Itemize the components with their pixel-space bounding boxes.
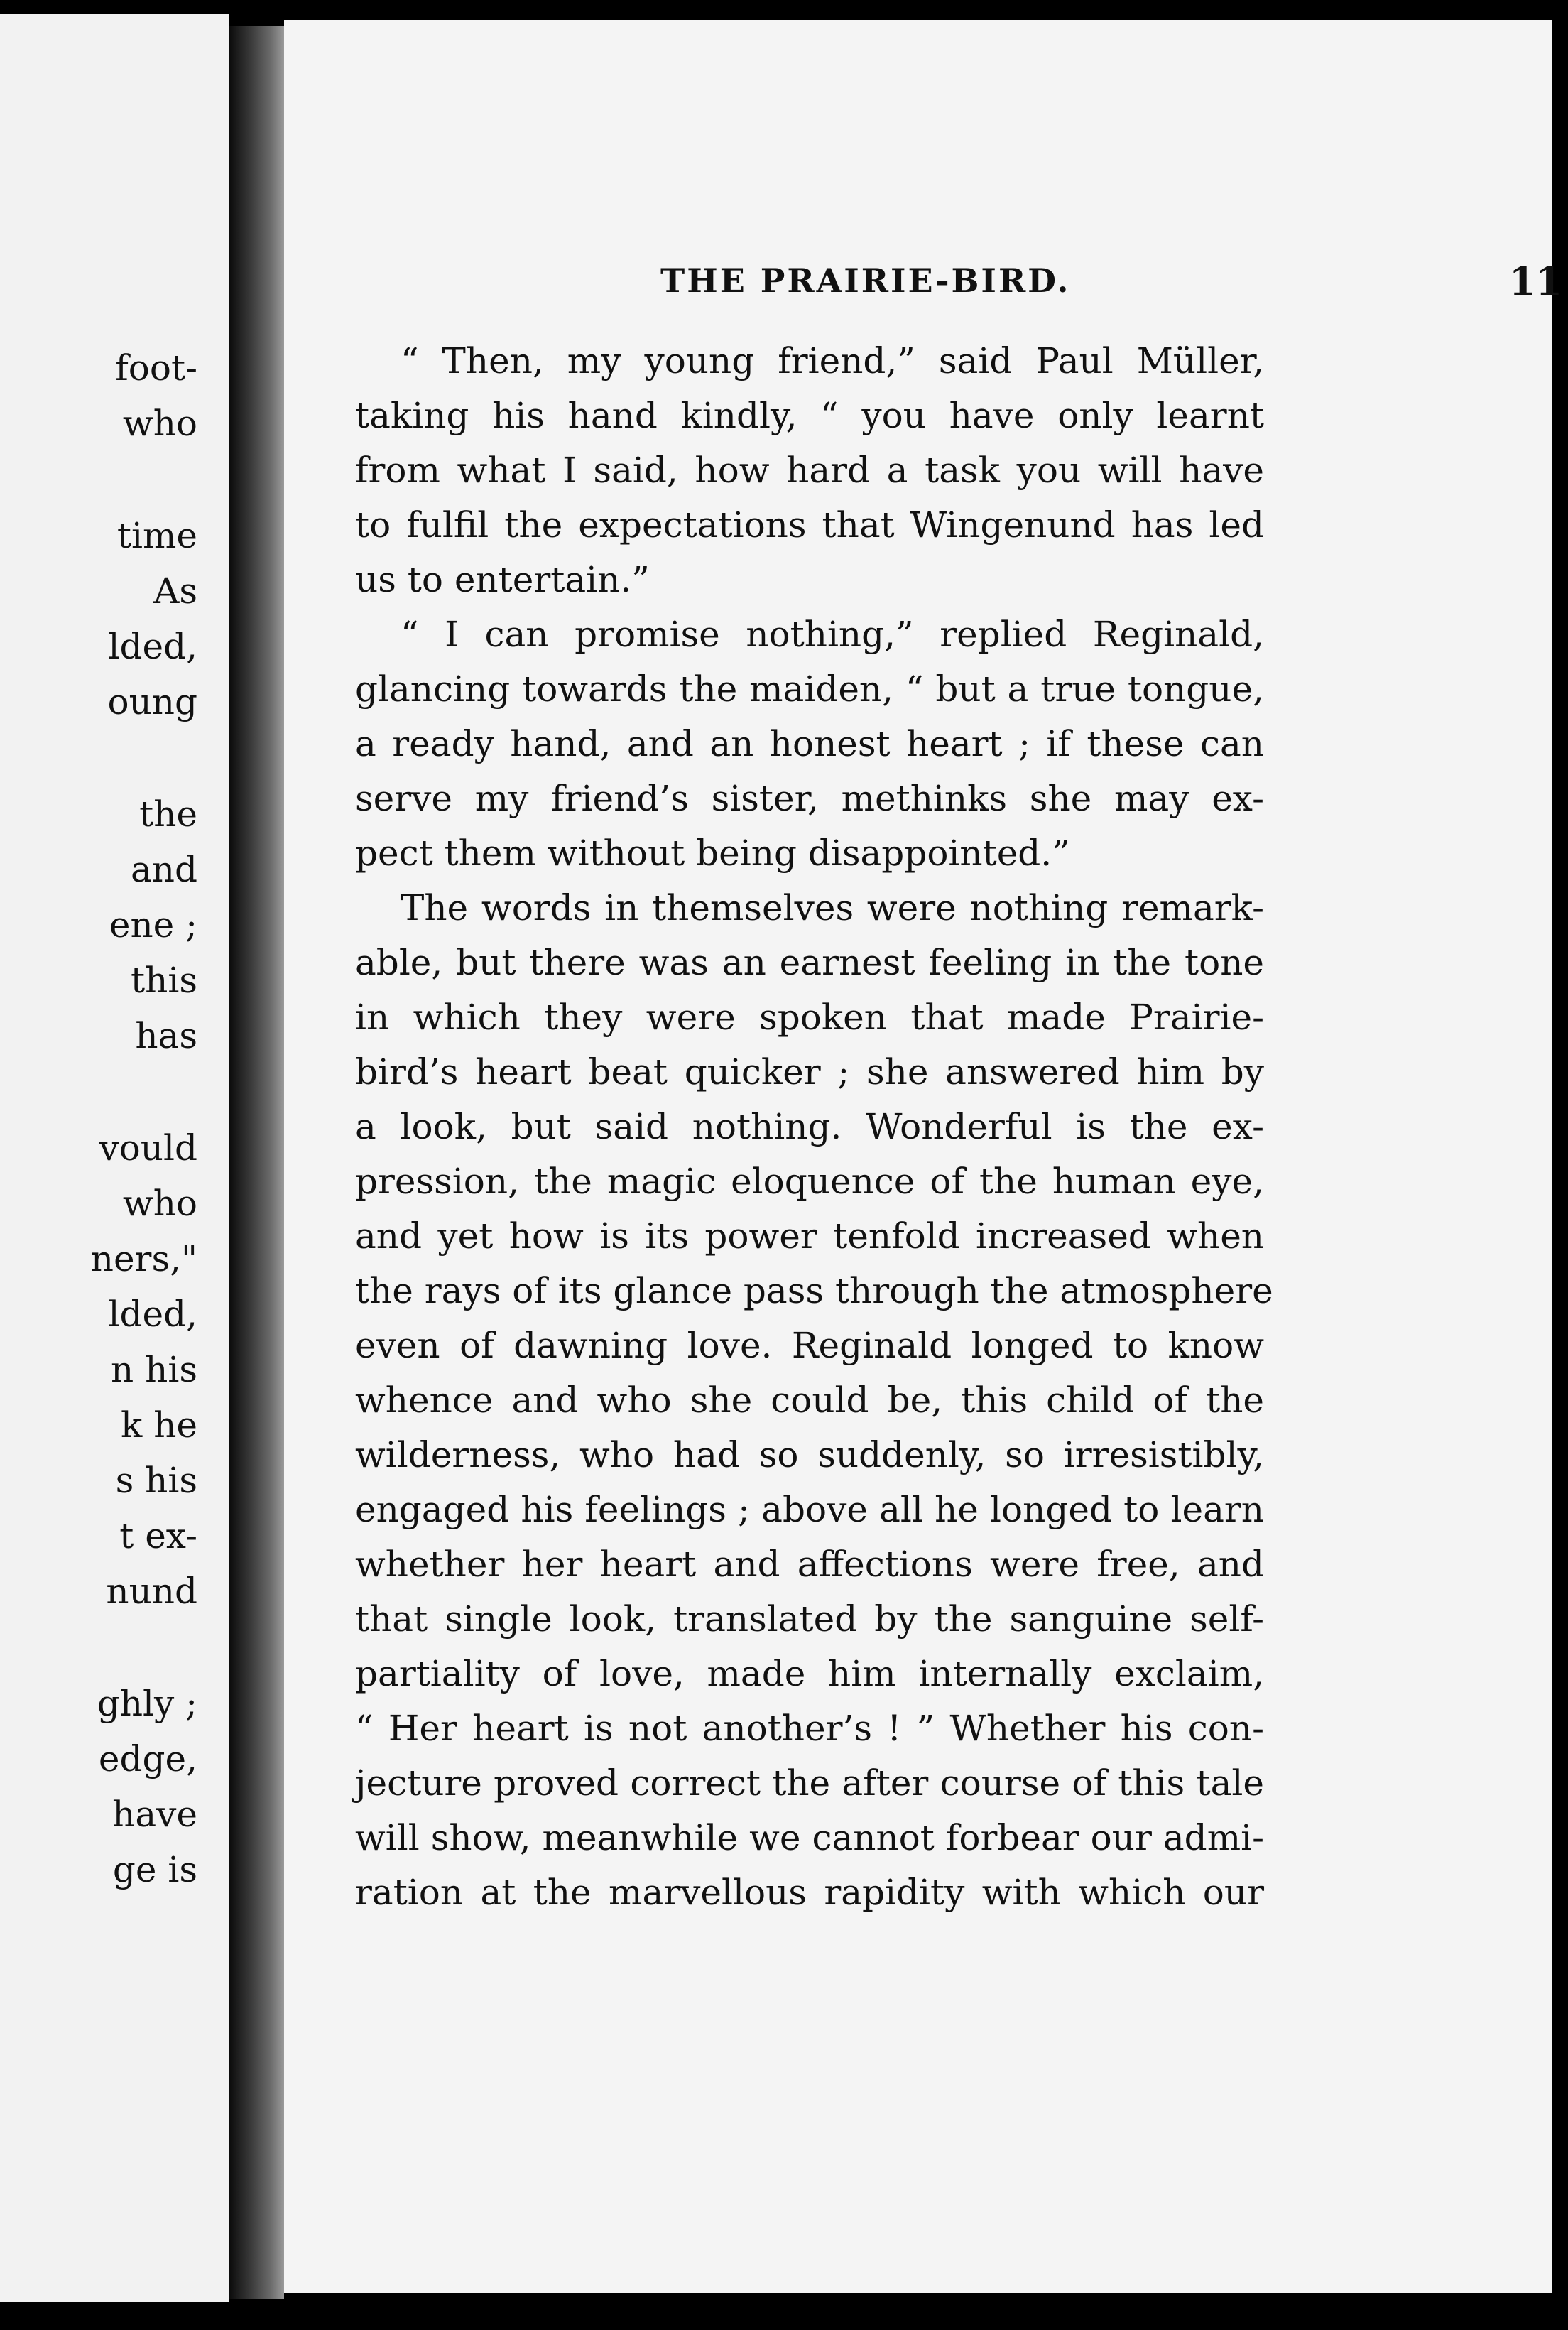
text-line: The words in themselves were nothing remark- [401,887,1264,928]
text-line: bird’s heart beat quicker ; she answered him by [355,1051,1264,1093]
text-line: and yet how is its power tenfold increased when [355,1215,1264,1257]
text-line: serve my friend’s sister, methinks she may ex- [355,778,1264,819]
text-line: pression, the magic eloquence of the human eye, [355,1161,1264,1202]
text-line: “ Then, my young friend,” said Paul Müller, [401,340,1264,381]
text-line: wilderness, who had so suddenly, so irresistibly, [355,1434,1264,1475]
left-page-line: As [153,570,197,612]
text-line: in which they were spoken that made Prairie- [355,997,1264,1038]
left-page-line: nund [106,1571,197,1612]
book-gutter-shadow [229,26,284,2299]
left-page-line: s his [115,1460,197,1501]
text-line: a look, but said nothing. Wonderful is the ex- [355,1106,1264,1147]
left-page-line: ghly ; [97,1683,197,1724]
text-line: glancing towards the maiden, “ but a true tongue, [355,668,1264,710]
left-page-line: who [122,1183,197,1224]
left-page-line: foot- [115,347,197,389]
text-line: even of dawning love. Reginald longed to know [355,1325,1264,1366]
left-page-line: has [135,1015,197,1056]
left-page-line: t ex- [119,1515,197,1556]
left-page-line: k he [121,1404,197,1446]
running-head [660,261,1562,318]
left-facing-page [0,14,229,2302]
left-page-line: ge is [112,1849,197,1890]
left-page-line: edge, [98,1738,197,1779]
text-line: partiality of love, made him internally exclaim, [355,1653,1264,1694]
text-line: engaged his feelings ; above all he longed to learn [355,1489,1264,1530]
left-page-line: the [139,793,197,835]
text-line: jecture proved correct the after course of this tale [355,1762,1264,1804]
text-line: whence and who she could be, this child of the [355,1380,1264,1421]
left-page-line: who [122,403,197,444]
left-page-line: time [116,515,197,556]
left-page-line: ners," [90,1238,197,1279]
body-text [355,334,1273,1920]
left-page-line: and [130,849,197,890]
text-line: ration at the marvellous rapidity with which our [355,1872,1264,1913]
text-line: us to entertain.” [355,559,650,600]
text-line: pect them without being disappointed.” [355,833,1070,874]
left-page-line: lded, [108,1294,197,1335]
text-line: taking his hand kindly, “ you have only learnt [355,395,1264,436]
left-page-line: ene ; [109,904,197,945]
text-line: “ Her heart is not another’s ! ” Whether his con- [355,1708,1264,1749]
text-line: a ready hand, and an honest heart ; if these can [355,723,1264,764]
text-line: able, but there was an earnest feeling in the tone [355,942,1264,983]
text-line: to fulfil the expectations that Wingenund has led [355,504,1264,546]
page-number: 11 [1508,259,1562,304]
text-line: from what I said, how hard a task you will have [355,450,1264,491]
left-page-line: have [112,1794,197,1835]
text-line: the rays of its glance pass through the atmosphere [355,1270,1273,1311]
main-page [284,20,1562,2293]
left-page-line: n his [111,1349,197,1390]
running-title: THE PRAIRIE-BIRD. [660,261,1071,300]
left-page-line: oung [107,681,197,722]
left-page-line: vould [99,1127,197,1169]
left-page-line: this [131,960,197,1001]
text-line: that single look, translated by the sanguine self- [355,1598,1264,1640]
text-line: whether her heart and affections were free, and [355,1544,1264,1585]
text-line: will show, meanwhile we cannot forbear our admi- [355,1817,1264,1858]
left-page-line: lded, [108,626,197,667]
text-line: “ I can promise nothing,” replied Reginald, [401,614,1264,655]
